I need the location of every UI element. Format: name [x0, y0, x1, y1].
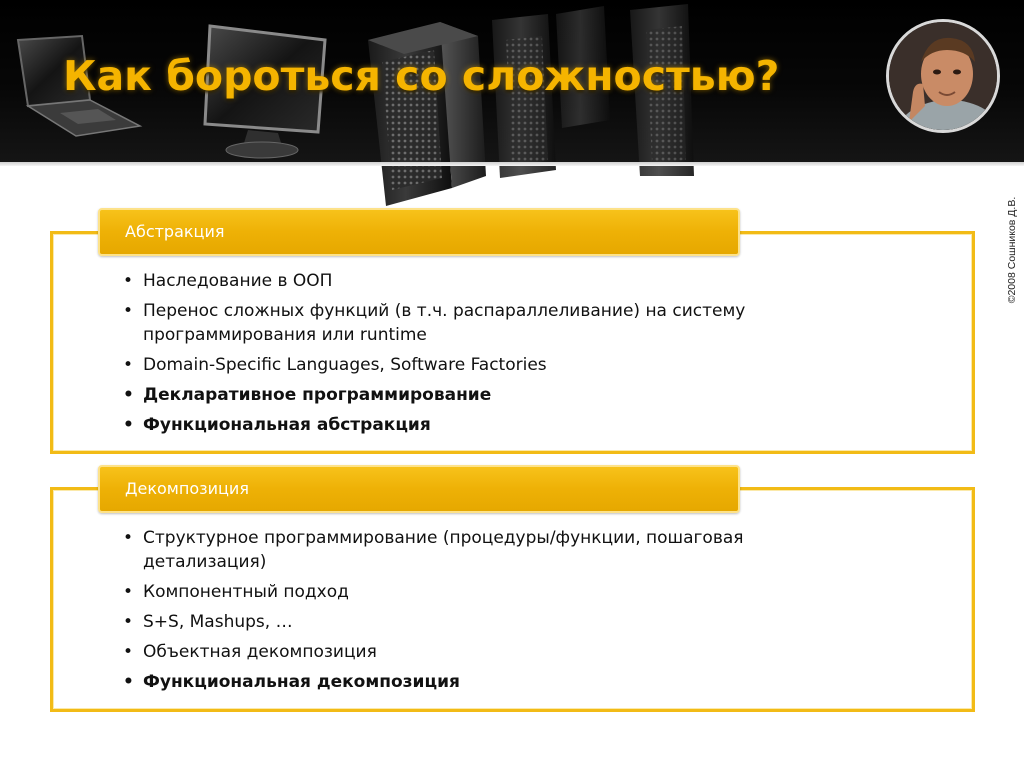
author-photo-icon — [886, 19, 1000, 133]
decomposition-heading-tab — [98, 465, 740, 513]
list-item: • Наследование в ООП — [123, 269, 843, 293]
abstraction-list — [123, 269, 843, 443]
computers-illustration-icon — [0, 0, 1024, 210]
decomposition-list — [123, 526, 843, 700]
list-item: • Объектная декомпозиция — [123, 640, 843, 664]
list-item: • Декларативное программирование — [123, 383, 843, 407]
abstraction-heading: Абстракция — [125, 222, 225, 241]
list-item: • Структурное программирование (процедуры/функции, пошаговая детализация) — [123, 526, 843, 574]
list-item: • Компонентный подход — [123, 580, 843, 604]
list-item: • Функциональная абстракция — [123, 413, 843, 437]
list-item: • S+S, Mashups, … — [123, 610, 843, 634]
list-item: • Перенос сложных функций (в т.ч. распараллеливание) на систему программирования или runtime — [123, 299, 843, 347]
copyright-note: ©2008 Сошников Д.В. — [1006, 196, 1018, 304]
tower-front-shape — [368, 22, 486, 206]
list-item: • Функциональная декомпозиция — [123, 670, 843, 694]
abstraction-heading-tab — [98, 208, 740, 256]
list-item: • Domain-Specific Languages, Software Factories — [123, 353, 843, 377]
header-divider — [0, 162, 1024, 166]
slide-title: Как бороться со сложностью? — [63, 52, 780, 100]
decomposition-heading: Декомпозиция — [125, 479, 249, 498]
